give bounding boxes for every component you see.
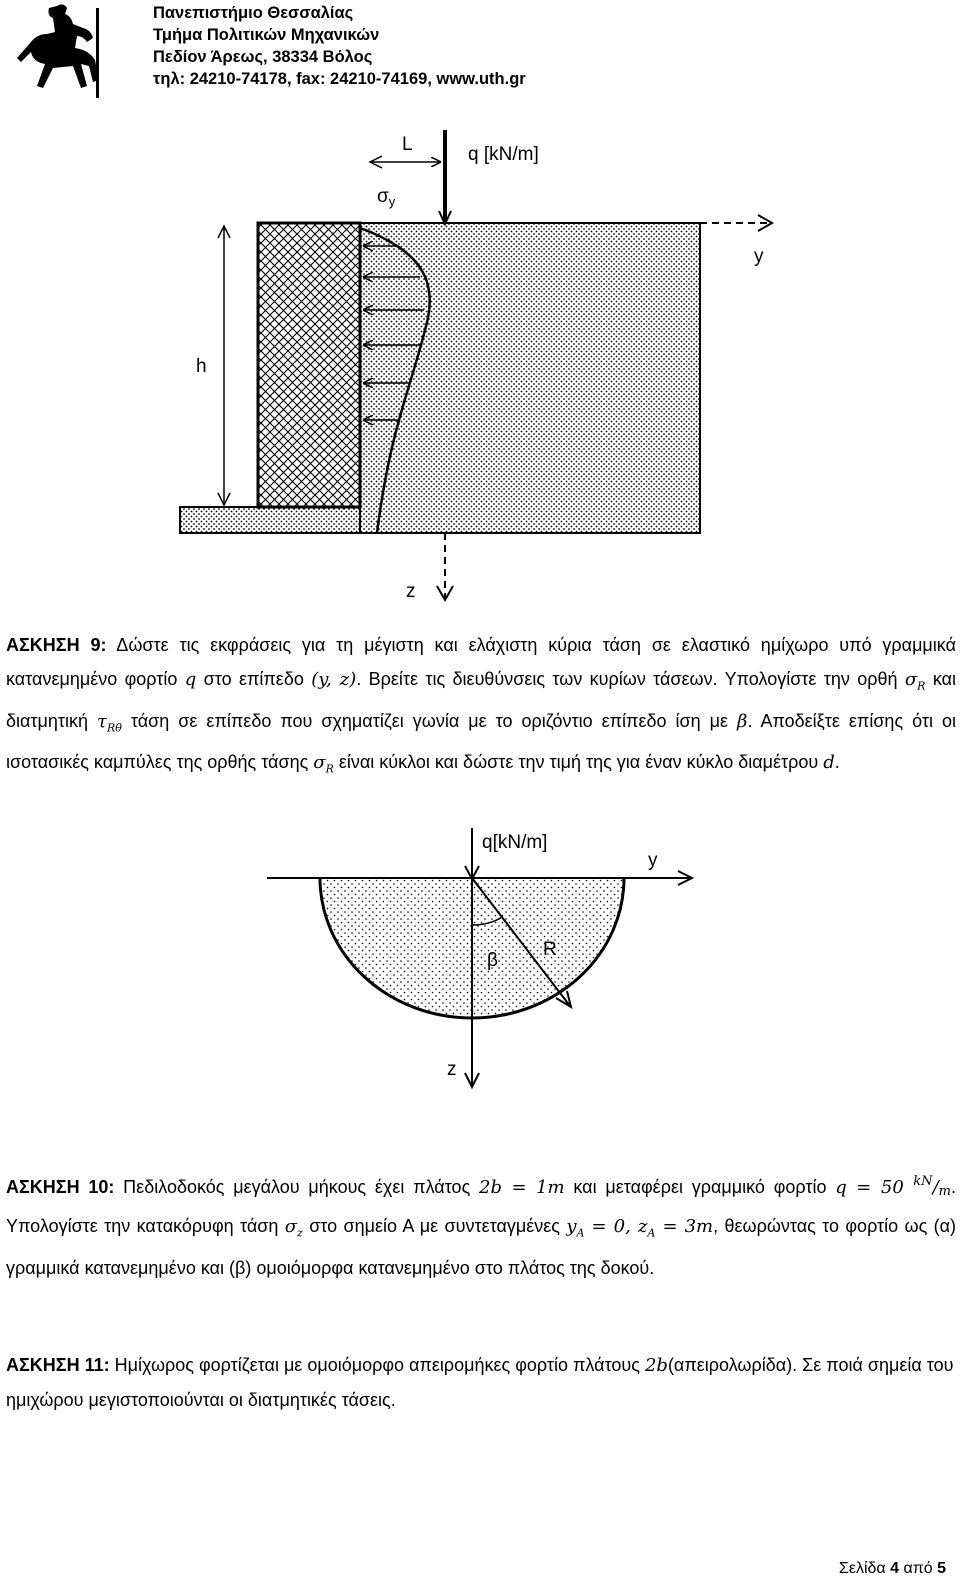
retaining-wall-diagram <box>0 120 960 620</box>
label-sigma: $\sigma_y$ <box>377 186 396 209</box>
exercise-9-title: ΑΣΚΗΣΗ 9: <box>6 635 107 655</box>
label-L: L <box>402 134 413 155</box>
label-q: q [kN/m] <box>468 144 539 165</box>
exercise-10-title: ΑΣΚΗΣΗ 10: <box>6 1177 115 1197</box>
label-beta: β <box>487 950 498 971</box>
label-R: R <box>543 939 557 960</box>
header-text <box>153 2 526 90</box>
label-y: y <box>754 246 764 267</box>
label-q2: q[kN/m] <box>482 832 548 853</box>
label-z2: z <box>447 1059 457 1080</box>
page-number: Σελίδα 4 από 5 <box>838 1560 946 1577</box>
exercise-11-title: ΑΣΚΗΣΗ 11: <box>6 1355 110 1375</box>
header-contact: τηλ: 24210-74178, fax: 24210-74169, www.uth.gr <box>153 70 526 88</box>
label-h: h <box>196 356 207 377</box>
label-z: z <box>406 581 416 602</box>
university-logo-icon <box>12 0 112 105</box>
label-y2: y <box>648 850 658 871</box>
header-department: Τμήμα Πολιτικών Μηχανικών <box>153 26 380 44</box>
half-space-diagram <box>0 815 960 1095</box>
header-university: Πανεπιστήμιο Θεσσαλίας <box>153 4 354 22</box>
exercise-9: ΑΣΚΗΣΗ 9: Δώστε τις εκφράσεις για τη μέγιστη και ελάχιστη κύρια τάση σε ελαστικό ημίχωρο υπό γραμμικά κατανεμημένο φορτίο q στο επίπεδο (y, z). Βρείτε τις διευθύνσεις των κυρίων τάσεων. Υπολογίστε την ορθή $\sigma_R$ και διατμητική $\tau_{R\theta}$ τάση σε επίπεδο που σχηματίζει γωνία με το οριζόντιο επίπεδο ίση με β. Αποδείξτε επίσης ότι οι ισοτασικές καμπύλες της ορθής τάσης $\sigma_R$ είναι κύκλοι και δώστε την τιμή της για έναν κύκλο διαμέτρου d. <box>6 635 956 776</box>
wall-stem <box>258 223 360 507</box>
wall-footing <box>180 507 360 533</box>
exercise-10: ΑΣΚΗΣΗ 10: Πεδιλοδοκός μεγάλου μήκους έχει πλάτος 2b = 1m και μεταφέρει γραμμικό φορτίο q = 50 $^{kN}/_m$. Υπολογίστε την κατακόρυφη τάση $\sigma_z$ στο σημείο Α με συντεταγμένες $y_A = 0$, $z_A = 3m$, θεωρώντας το φορτίο ως (α) γραμμικά κατανεμημένο και (β) ομοιόμορφα κατανεμημένο στο πλάτος της δοκού. <box>6 1174 957 1278</box>
exercise-11: ΑΣΚΗΣΗ 11: Ημίχωρος φορτίζεται με ομοιόμορφο απειρομήκες φορτίο πλάτους 2b(απειρολωρίδα). Σε ποιά σημεία του ημιχώρου μεγιστοποιούνται οι διατμητικές τάσεις. <box>6 1355 954 1410</box>
page-header <box>0 0 960 110</box>
header-address: Πεδίον Άρεως, 38334 Βόλος <box>153 48 373 66</box>
